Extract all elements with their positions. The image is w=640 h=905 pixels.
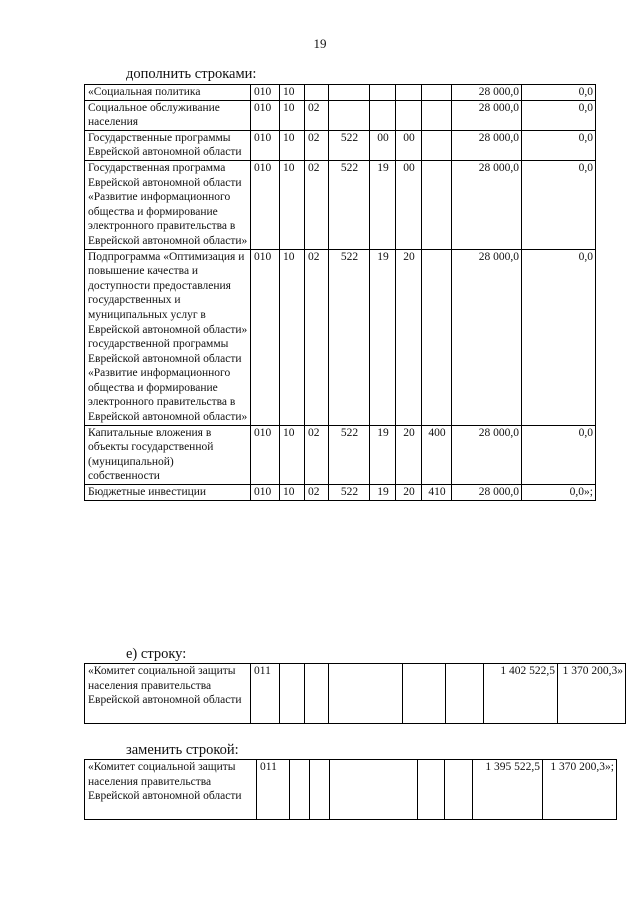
empty-cell (310, 760, 330, 820)
target-code-3 (396, 85, 422, 101)
expense-type-code (422, 85, 452, 101)
additions-table (84, 84, 596, 501)
empty-cell (330, 760, 418, 820)
sum-1: 28 000,0 (452, 130, 522, 160)
sum-2: 0,0 (522, 249, 596, 425)
ved-code: 010 (251, 249, 280, 425)
section-code: 10 (280, 160, 305, 249)
empty-cell (418, 760, 445, 820)
target-code-1: 522 (329, 130, 370, 160)
row-name: Государственная программа Еврейской автономной области «Развитие информационного общества и формирование электронного правительства в Еврейской автономной области» (85, 160, 251, 249)
row-name: Государственные программы Еврейской автономной области (85, 130, 251, 160)
target-code-2 (370, 100, 396, 130)
sum-2: 0,0 (522, 160, 596, 249)
section3-caption: заменить строкой: (126, 742, 239, 758)
empty-cell (403, 664, 446, 724)
empty-cell (445, 760, 473, 820)
expense-type-code (422, 130, 452, 160)
expense-type-code: 410 (422, 485, 452, 501)
row-name: Подпрограмма «Оптимизация и повышение качества и доступности предоставления государственных и муниципальных услуг в Еврейской автономной области» государственной программы Еврейской автономной области «Развитие информационного общества и формирование электронного правительства в Еврейской автономной области» (85, 249, 251, 425)
ved-code: 010 (251, 485, 280, 501)
sum-1: 28 000,0 (452, 100, 522, 130)
target-code-1 (329, 100, 370, 130)
target-code-2: 19 (370, 425, 396, 484)
target-code-2: 19 (370, 485, 396, 501)
table-row (85, 130, 596, 160)
target-code-1: 522 (329, 485, 370, 501)
section-code: 10 (280, 130, 305, 160)
target-code-3: 00 (396, 130, 422, 160)
empty-cell (446, 664, 484, 724)
row-name: Социальное обслуживание населения (85, 100, 251, 130)
target-code-3 (396, 100, 422, 130)
section-code: 10 (280, 100, 305, 130)
target-code-1: 522 (329, 160, 370, 249)
section-code: 10 (280, 425, 305, 484)
sum-2: 0,0 (522, 100, 596, 130)
target-code-1: 522 (329, 425, 370, 484)
table-row (85, 425, 596, 484)
subsection-code: 02 (305, 249, 329, 425)
subsection-code: 02 (305, 100, 329, 130)
table-row (85, 160, 596, 249)
subsection-code: 02 (305, 130, 329, 160)
row-name: «Комитет социальной защиты населения правительства Еврейской автономной области (85, 760, 257, 820)
ved-code: 011 (257, 760, 290, 820)
row-name: «Социальная политика (85, 85, 251, 101)
row-name: Бюджетные инвестиции (85, 485, 251, 501)
target-code-1: 522 (329, 249, 370, 425)
expense-type-code (422, 160, 452, 249)
row-name: Капитальные вложения в объекты государственной (муниципальной) собственности (85, 425, 251, 484)
section-code: 10 (280, 249, 305, 425)
section-code: 10 (280, 485, 305, 501)
table-row (85, 249, 596, 425)
sum-1: 28 000,0 (452, 160, 522, 249)
empty-cell (280, 664, 305, 724)
subsection-code: 02 (305, 425, 329, 484)
table-row (85, 485, 596, 501)
empty-cell (329, 664, 403, 724)
subsection-code: 02 (305, 160, 329, 249)
sum-1: 1 395 522,5 (473, 760, 543, 820)
table-row (85, 85, 596, 101)
ved-code: 011 (251, 664, 280, 724)
section-code: 10 (280, 85, 305, 101)
table-row (85, 760, 617, 820)
row-name: «Комитет социальной защиты населения правительства Еврейской автономной области (85, 664, 251, 724)
sum-1: 28 000,0 (452, 485, 522, 501)
sum-2: 0,0 (522, 85, 596, 101)
sum-2: 1 370 200,3»; (543, 760, 617, 820)
expense-type-code: 400 (422, 425, 452, 484)
sum-1: 28 000,0 (452, 85, 522, 101)
target-code-1 (329, 85, 370, 101)
empty-cell (305, 664, 329, 724)
sum-2: 0,0»; (522, 485, 596, 501)
target-code-3: 20 (396, 485, 422, 501)
table-row (85, 664, 626, 724)
target-code-2 (370, 85, 396, 101)
ved-code: 010 (251, 425, 280, 484)
target-code-3: 20 (396, 425, 422, 484)
target-code-2: 19 (370, 249, 396, 425)
ved-code: 010 (251, 85, 280, 101)
subsection-code (305, 85, 329, 101)
old-row-table (84, 663, 626, 724)
ved-code: 010 (251, 130, 280, 160)
expense-type-code (422, 100, 452, 130)
section1-caption: дополнить строками: (126, 66, 257, 82)
target-code-2: 19 (370, 160, 396, 249)
page-number: 19 (313, 36, 327, 51)
section2-caption: е) строку: (126, 646, 187, 662)
target-code-3: 00 (396, 160, 422, 249)
target-code-3: 20 (396, 249, 422, 425)
subsection-code: 02 (305, 485, 329, 501)
sum-2: 0,0 (522, 130, 596, 160)
empty-cell (290, 760, 310, 820)
new-row-table (84, 759, 617, 820)
expense-type-code (422, 249, 452, 425)
sum-1: 28 000,0 (452, 425, 522, 484)
ved-code: 010 (251, 100, 280, 130)
sum-1: 1 402 522,5 (484, 664, 558, 724)
table-row (85, 100, 596, 130)
sum-1: 28 000,0 (452, 249, 522, 425)
ved-code: 010 (251, 160, 280, 249)
sum-2: 0,0 (522, 425, 596, 484)
sum-2: 1 370 200,3» (558, 664, 626, 724)
target-code-2: 00 (370, 130, 396, 160)
